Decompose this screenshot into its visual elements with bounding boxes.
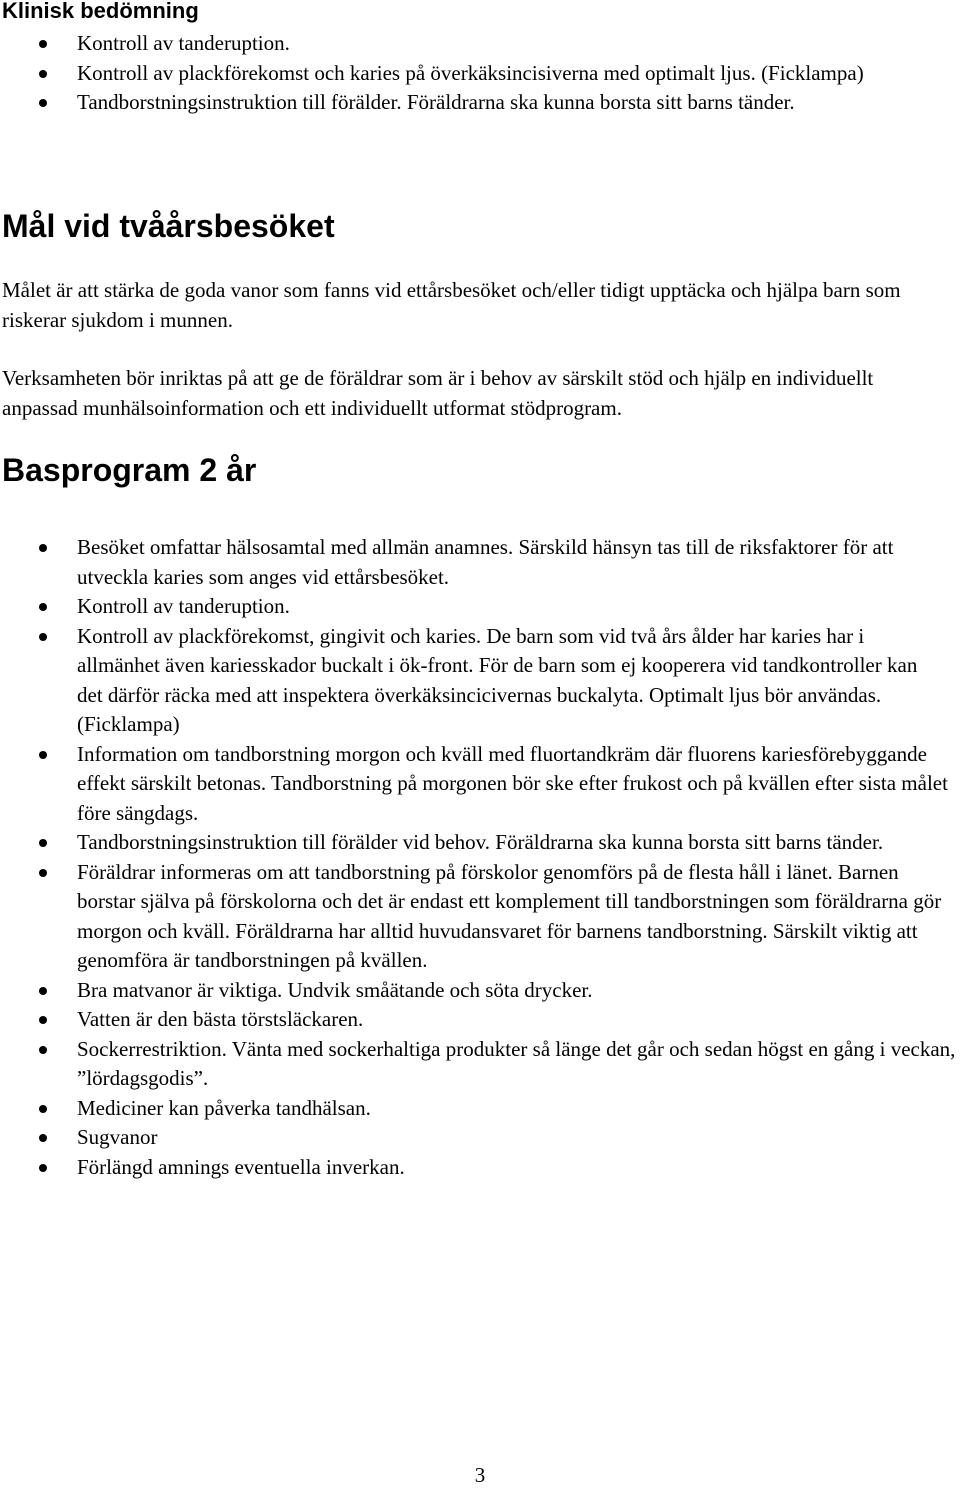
bullet-icon [39,99,47,107]
list-item: Vatten är den bästa törstsläckaren. [0,1005,960,1035]
page-number: 3 [474,1463,486,1487]
list-item: Kontroll av tanderuption. [0,29,900,59]
bullet-icon [39,1164,47,1172]
bullet-icon [39,1046,47,1054]
list-item: Kontroll av plackförekomst och karies på överkäksincisiverna med optimalt ljus. (Ficklampa) [0,59,900,89]
list-item: Kontroll av tanderuption. [0,592,960,622]
bullet-list-basprogram [0,533,960,1182]
list-item: Sockerrestriktion. Vänta med sockerhaltiga produkter så länge det går och sedan högst en gång i veckan, ”lördagsgodis”. [0,1035,960,1094]
bullet-icon [39,1016,47,1024]
list-item: Tandborstningsinstruktion till förälder vid behov. Föräldrarna ska kunna borsta sitt barns tänder. [0,828,960,858]
list-item: Kontroll av plackförekomst, gingivit och karies. De barn som vid två års ålder har karies har i allmänhet även kariesskador buckalt i ök-front. För de barn som ej kooperera vid tandkontroller kan det därför räcka med att inspektera överkäksincicivernas buckalyta. Optimalt ljus bör användas. (Ficklampa) [0,622,960,740]
heading-basprogram-2-ar: Basprogram 2 år [2,452,257,488]
bullet-icon [39,1105,47,1113]
list-item: Föräldrar informeras om att tandborstning på förskolor genomförs på de flesta håll i länet. Barnen borstar själva på förskolorna och det är endast ett komplement till tandborstningen som föräldrarna gör morgon och kväll. Föräldrarna har alltid huvudansvaret för barnens tandborstning. Särskilt viktig att genomföra är tandborstningen på kvällen. [0,858,960,976]
bullet-icon [39,751,47,759]
paragraph-malet: Målet är att stärka de goda vanor som fanns vid ettårsbesöket och/eller tidigt upptäcka och hjälpa barn som riskerar sjukdom i munnen. [2,278,901,332]
bullet-icon [39,544,47,552]
bullet-icon [39,839,47,847]
bullet-icon [39,40,47,48]
bullet-icon [39,603,47,611]
list-item: Mediciner kan påverka tandhälsan. [0,1094,960,1124]
list-item: Sugvanor [0,1123,960,1153]
list-item: Besöket omfattar hälsosamtal med allmän anamnes. Särskild hänsyn tas till de riksfaktorer för att utveckla karies som anges vid ettårsbesöket. [0,533,960,592]
list-item: Tandborstningsinstruktion till förälder. Föräldrarna ska kunna borsta sitt barns tänder. [0,88,900,118]
bullet-list-klinisk [0,29,900,118]
heading-mal-vid-tvaarsbesoket: Mål vid tvåårsbesöket [2,208,335,244]
bullet-icon [39,1134,47,1142]
list-item: Förlängd amnings eventuella inverkan. [0,1153,960,1183]
paragraph-verksamheten: Verksamheten bör inriktas på att ge de föräldrar som är i behov av särskilt stöd och hjälp en individuellt anpassad munhälsoinformation och ett individuellt utformat stödprogram. [2,366,874,420]
list-item: Information om tandborstning morgon och kväll med fluortandkräm där fluorens kariesförebyggande effekt särskilt betonas. Tandborstning på morgonen bör ske efter frukost och på kvällen efter sista målet före sängdags. [0,740,960,829]
bullet-icon [39,987,47,995]
bullet-icon [39,70,47,78]
bullet-icon [39,633,47,641]
bullet-icon [39,869,47,877]
list-item: Bra matvanor är viktiga. Undvik småätande och söta drycker. [0,976,960,1006]
heading-klinisk-bedomning: Klinisk bedömning [2,0,199,23]
